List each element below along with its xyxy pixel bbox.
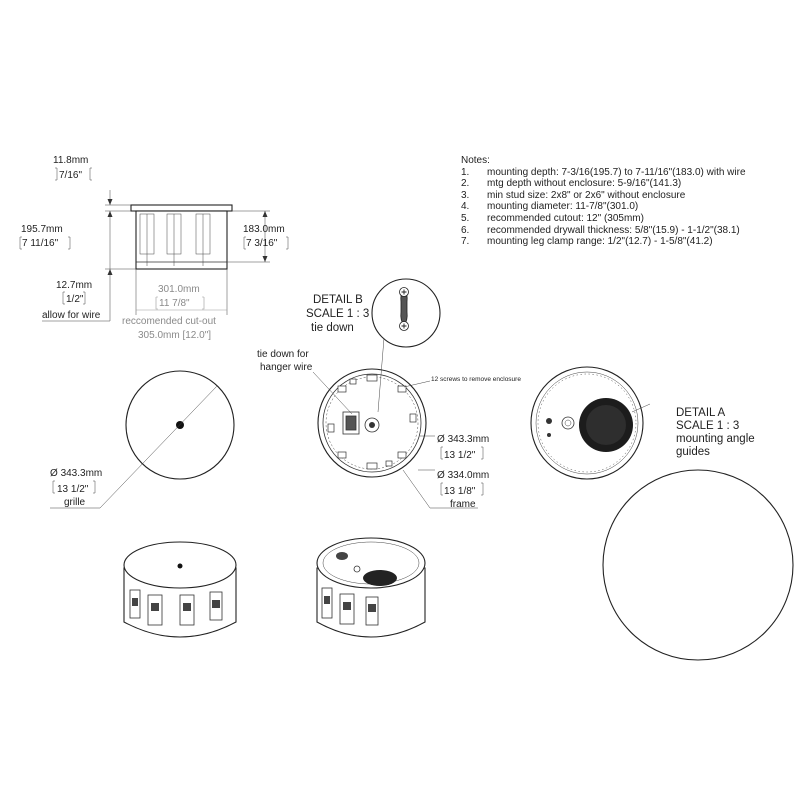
mount-mm: 301.0mm: [158, 284, 200, 295]
detail-a-title: DETAIL A: [676, 407, 726, 419]
note-item: 4. mounting diameter: 11-7/8"(301.0): [461, 201, 639, 213]
depth-in: 7 3/16": [246, 238, 278, 249]
iso-front-view: [124, 542, 236, 637]
note-item: 2. mtg depth without enclosure: 5-9/16"(141.3): [461, 178, 682, 190]
tie-label-2: hanger wire: [260, 362, 313, 373]
notes-title: Notes:: [461, 155, 490, 166]
frame-view: [257, 349, 521, 510]
note-item: 3. min stud size: 2x8" or 2x6" without enclosure: [461, 189, 686, 201]
frame-dia2-mm: Ø 334.0mm: [437, 470, 490, 481]
flange: [131, 205, 232, 211]
detail-a-scale: SCALE 1 : 3: [676, 420, 740, 432]
cutout-value: 305.0mm [12.0"]: [138, 330, 212, 341]
grille-dia-in: 13 1/2": [57, 484, 89, 495]
depth-mm: 183.0mm: [243, 224, 285, 235]
iso-rear-view: [317, 538, 425, 637]
depth-wire-mm: 195.7mm: [21, 224, 63, 235]
rear-view: [531, 367, 650, 479]
note-item: 1. mounting depth: 7-3/16(195.7) to 7-11/16"(183.0) with wire: [461, 166, 746, 178]
tie-label-1: tie down for: [257, 349, 309, 360]
notes-block: [461, 155, 791, 248]
frame-dia2-in: 13 1/8": [444, 486, 476, 497]
grille-dia-mm: Ø 343.3mm: [50, 468, 103, 479]
wire-label: allow for wire: [42, 310, 101, 321]
detail-b-scale: SCALE 1 : 3: [306, 308, 370, 320]
flange-mm: 11.8mm: [53, 155, 89, 166]
frame-dia1-mm: Ø 343.3mm: [437, 434, 490, 445]
cutout-label: reccomended cut-out: [122, 316, 216, 327]
side-view: [20, 155, 288, 341]
note-item: 5. recommended cutout: 12" (305mm): [461, 212, 644, 224]
detail-a-label-2: guides: [676, 446, 710, 458]
mount-in: 11 7/8": [159, 298, 190, 309]
detail-b-label: tie down: [311, 322, 354, 334]
detail-a-label-1: mounting angle: [676, 433, 755, 445]
detail-a-circle: [603, 470, 793, 660]
wire-in: 1/2": [66, 294, 84, 305]
wire-mm: 12.7mm: [56, 280, 93, 291]
flange-in: 7/16": [59, 170, 83, 181]
frame-dia1-in: 13 1/2": [444, 450, 476, 461]
depth-wire-in: 7 11/16": [22, 238, 59, 249]
note-item: 6. recommended drywall thickness: 5/8"(15.9) - 1-1/2"(38.1): [461, 224, 740, 236]
can-body: [136, 211, 227, 269]
detail-b-title: DETAIL B: [313, 294, 363, 306]
grille-view: [50, 371, 234, 508]
grille-label: grille: [64, 497, 86, 508]
screws-label: 12 screws to remove enclosure: [431, 376, 521, 383]
note-item: 7. mounting leg clamp range: 1/2"(12.7) - 1-5/8"(41.2): [461, 236, 713, 248]
frame-label: frame: [450, 499, 476, 510]
